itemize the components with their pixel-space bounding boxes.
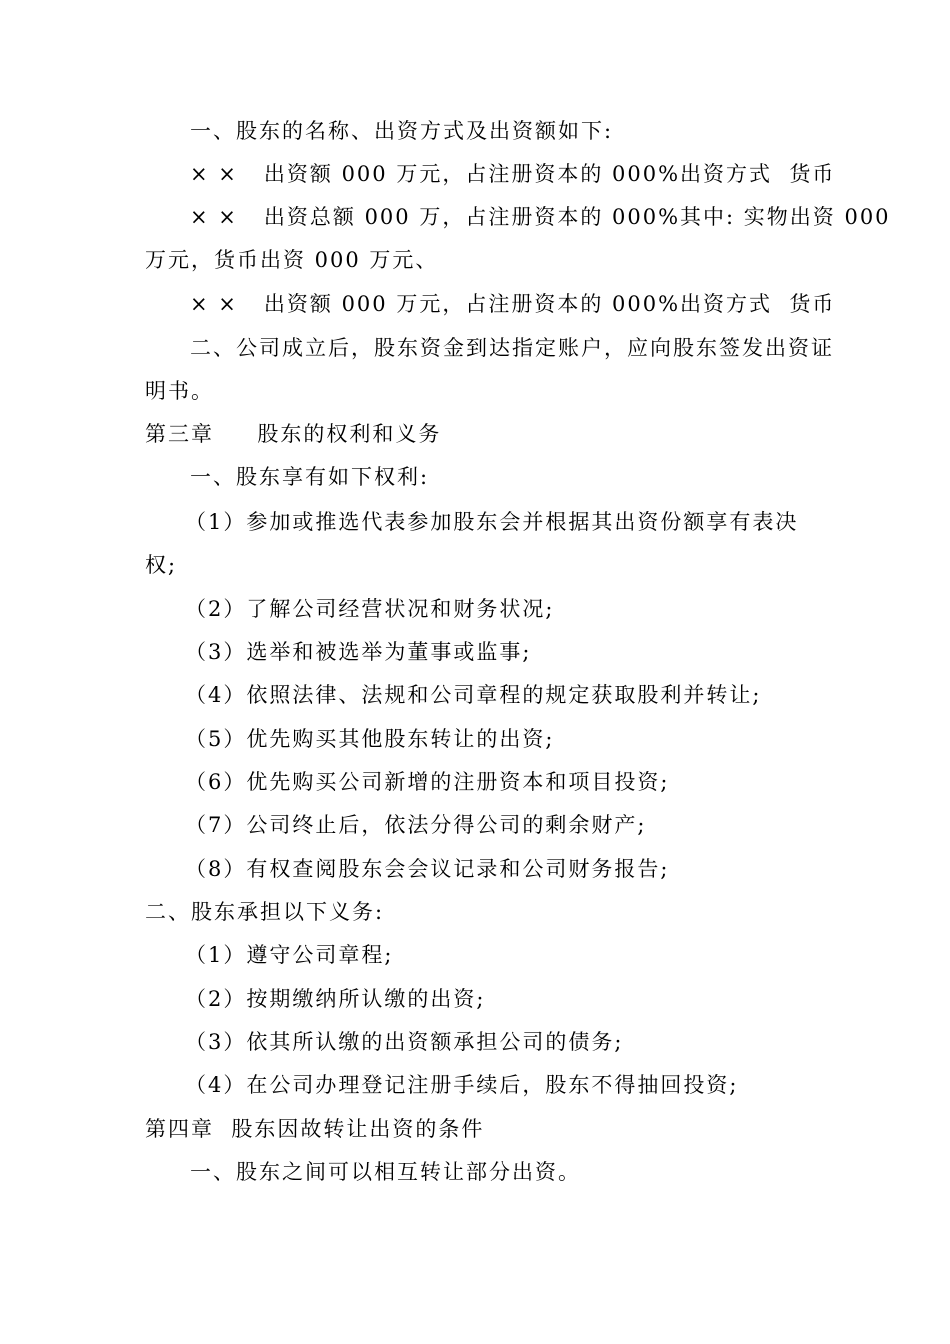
paragraph-shareholder-1: × × 出资额 000 万元，占注册资本的 000%出资方式 货币 (190, 162, 836, 186)
right-item-6: （6）优先购买公司新增的注册资本和项目投资; (185, 770, 670, 794)
chapter-four-heading: 第四章 股东因故转让出资的条件 (145, 1117, 485, 1141)
right-item-8: （8）有权查阅股东会会议记录和公司财务报告; (185, 857, 670, 881)
paragraph-shareholder-3: × × 出资额 000 万元，占注册资本的 000%出资方式 货币 (190, 292, 836, 316)
right-item-1: （1）参加或推选代表参加股东会并根据其出资份额享有表决 (185, 510, 799, 534)
obligation-item-3: （3）依其所认缴的出资额承担公司的债务; (185, 1030, 624, 1054)
paragraph-shareholder-2-cont: 万元，货币出资 000 万元、 (145, 248, 439, 272)
right-item-3: （3）选举和被选举为董事或监事; (185, 640, 532, 664)
rights-heading: 一、股东享有如下权利: (190, 465, 430, 489)
right-item-2: （2）了解公司经营状况和财务状况; (185, 597, 555, 621)
right-item-4: （4）依照法律、法规和公司章程的规定获取股利并转让; (185, 683, 762, 707)
chapter-three-heading: 第三章 股东的权利和义务 (145, 422, 442, 446)
paragraph-capital-certificate: 二、公司成立后，股东资金到达指定账户，应向股东签发出资证 (190, 336, 834, 360)
right-item-7: （7）公司终止后，依法分得公司的剩余财产; (185, 813, 647, 837)
obligation-item-4: （4）在公司办理登记注册手续后，股东不得抽回投资; (185, 1073, 739, 1097)
paragraph-capital-certificate-cont: 明书。 (145, 379, 214, 403)
obligations-heading: 二、股东承担以下义务: (145, 900, 385, 924)
paragraph-shareholders-intro: 一、股东的名称、出资方式及出资额如下: (190, 119, 614, 143)
paragraph-shareholder-2: × × 出资总额 000 万，占注册资本的 000%其中: 实物出资 000 (190, 205, 891, 229)
obligation-item-1: （1）遵守公司章程; (185, 943, 394, 967)
right-item-5: （5）优先购买其他股东转让的出资; (185, 727, 555, 751)
right-item-1-cont: 权; (145, 553, 178, 577)
obligation-item-2: （2）按期缴纳所认缴的出资; (185, 987, 486, 1011)
paragraph-transfer-between-shareholders: 一、股东之间可以相互转让部分出资。 (190, 1160, 581, 1184)
